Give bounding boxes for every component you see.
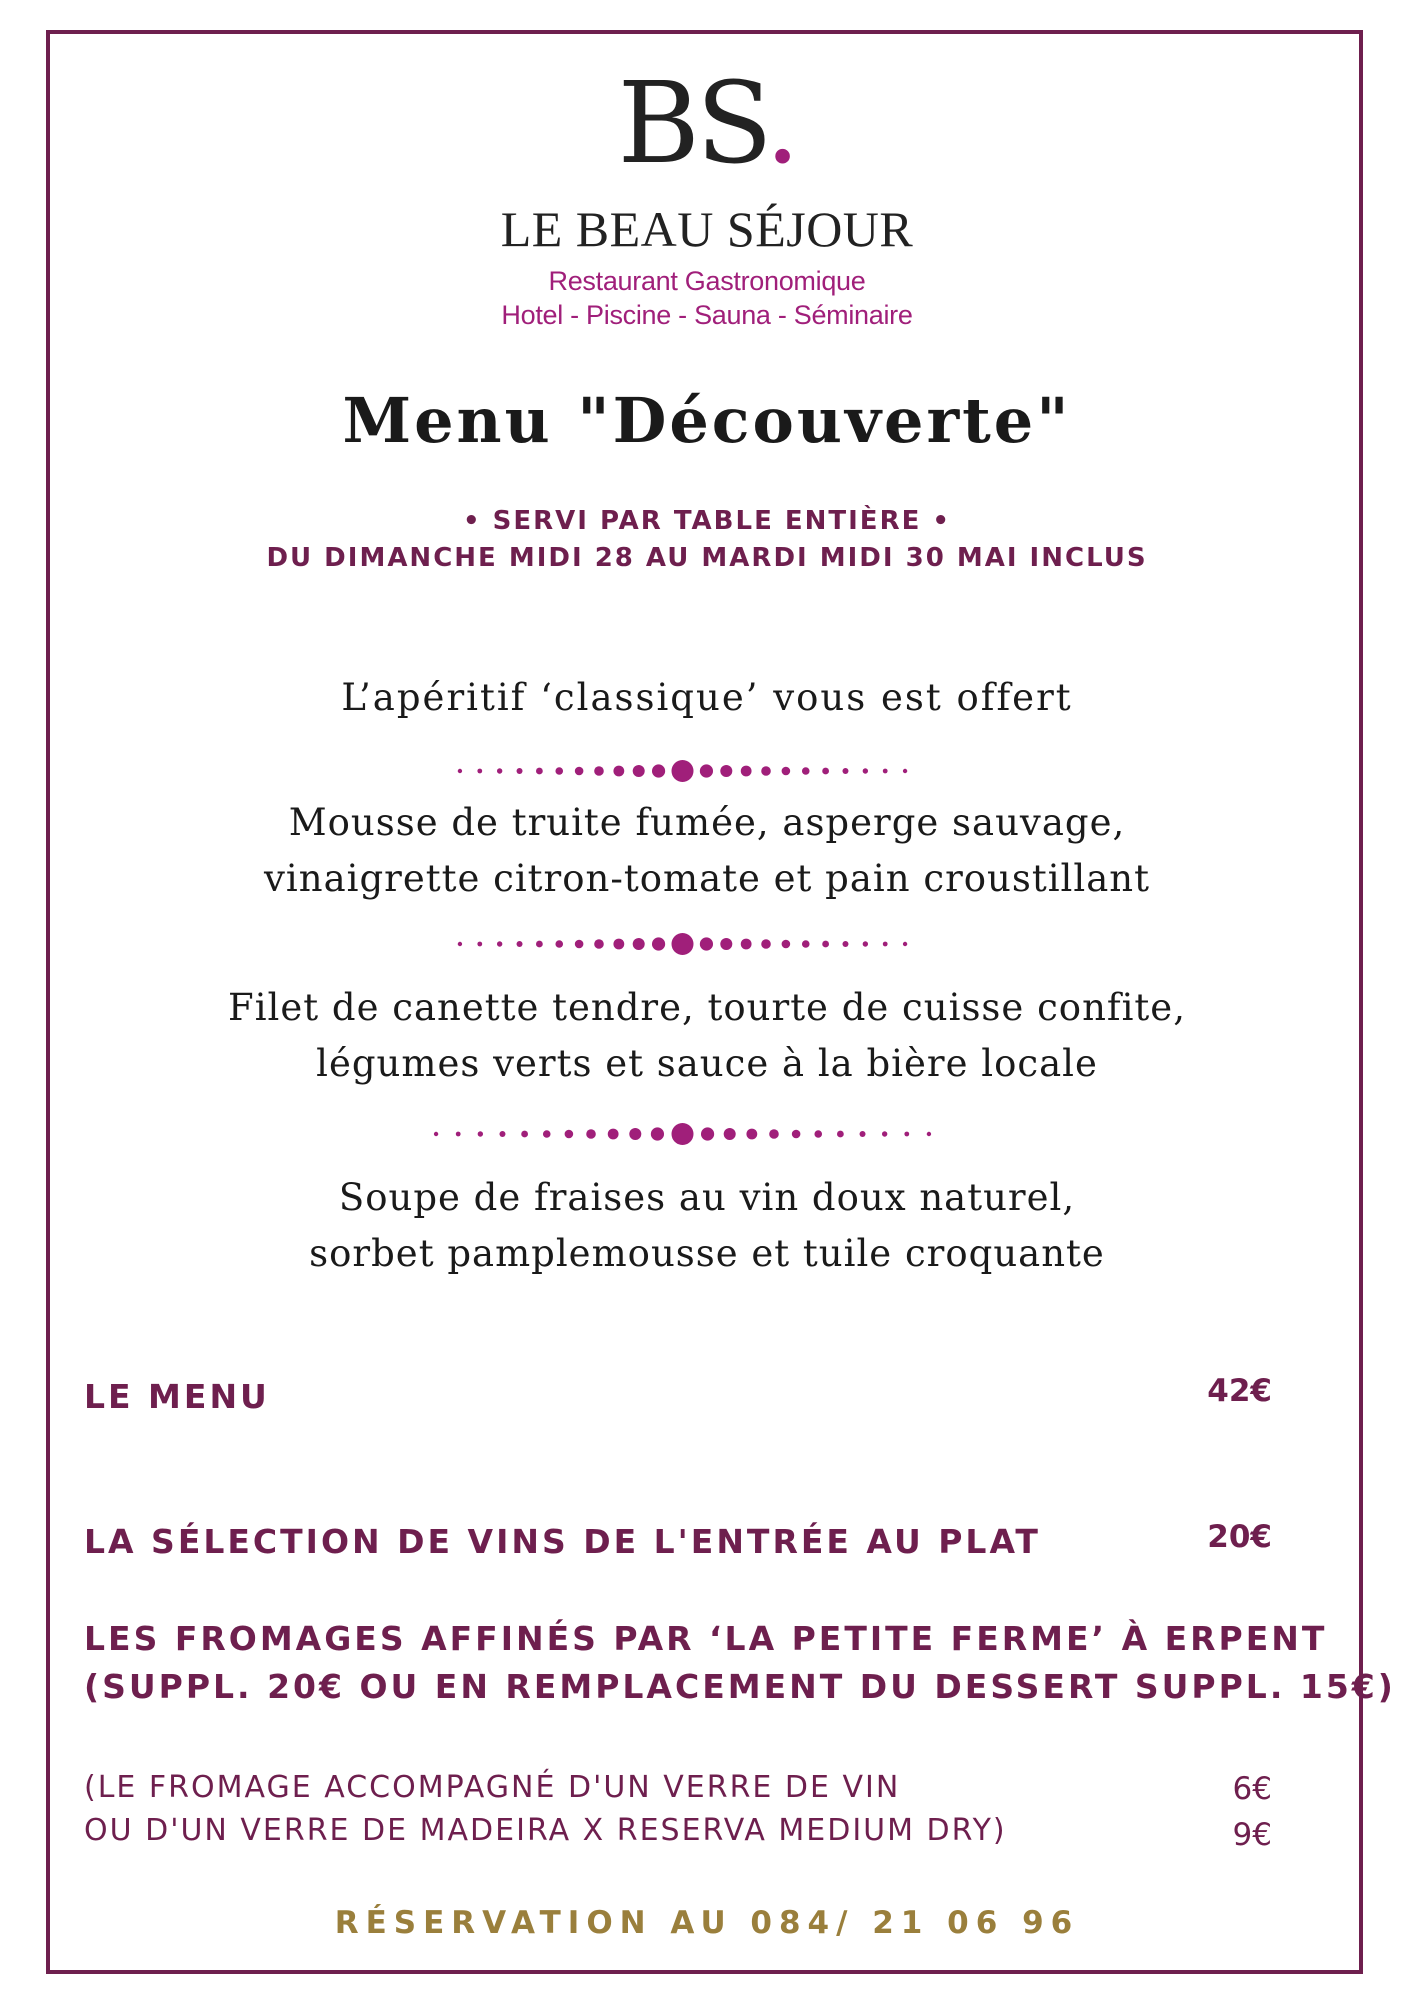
restaurant-name: LE BEAU SÉJOUR [500, 201, 914, 257]
cheese-madeira-note: OU D'UN VERRE DE MADEIRA X RESERVA MEDIUM DRY) [84, 1813, 1007, 1848]
dotted-divider [450, 756, 915, 786]
menu-price-value: 42€ [1207, 1373, 1272, 1409]
course-line: sorbet pamplemousse et tuile croquante [309, 1232, 1105, 1275]
course-main [0, 980, 1414, 1092]
course-line: Mousse de truite fumée, asperge sauvage, [288, 801, 1126, 844]
cheese-madeira-price: 9€ [1232, 1817, 1272, 1853]
logo-dot: . [764, 59, 797, 189]
menu-subtitle-dates: DU DIMANCHE MIDI 28 AU MARDI MIDI 30 MAI INCLUS [266, 543, 1148, 573]
cheese-wine-note: (LE FROMAGE ACCOMPAGNÉ D'UN VERRE DE VIN [84, 1770, 901, 1805]
aperitif-line: L’apéritif ‘classique’ vous est offert [341, 676, 1073, 719]
menu-subtitle-service: • SERVI PAR TABLE ENTIÈRE • [462, 506, 952, 536]
tagline-services: Hotel - Piscine - Sauna - Séminaire [501, 300, 913, 330]
course-dessert [0, 1170, 1414, 1282]
course-starter [0, 795, 1414, 907]
cheese-supplement: (SUPPL. 20€ OU EN REMPLACEMENT DU DESSERT SUPPL. 15€) [84, 1667, 1396, 1706]
dotted-divider [425, 1119, 940, 1149]
wine-selection-price: 20€ [1207, 1519, 1272, 1555]
reservation-phone: RÉSERVATION AU 084/ 21 06 96 [334, 1905, 1080, 1941]
tagline-restaurant: Restaurant Gastronomique [548, 266, 866, 296]
dotted-divider [450, 929, 915, 959]
course-line: Filet de canette tendre, tourte de cuisse confite, [228, 986, 1186, 1029]
course-line: légumes verts et sauce à la bière locale [316, 1042, 1098, 1085]
logo-mark [0, 59, 1414, 189]
cheese-wine-price: 6€ [1232, 1771, 1272, 1807]
wine-selection-label: LA SÉLECTION DE VINS DE L'ENTRÉE AU PLAT [84, 1522, 1041, 1561]
menu-title: Menu "Découverte" [342, 384, 1072, 457]
course-line: Soupe de fraises au vin doux naturel, [338, 1176, 1076, 1219]
logo-letters: BS [617, 59, 765, 189]
course-line: vinaigrette citron-tomate et pain croustillant [264, 857, 1150, 900]
cheese-label: LES FROMAGES AFFINÉS PAR ‘LA PETITE FERME’ À ERPENT [84, 1619, 1328, 1658]
menu-price-label: LE MENU [84, 1377, 270, 1416]
